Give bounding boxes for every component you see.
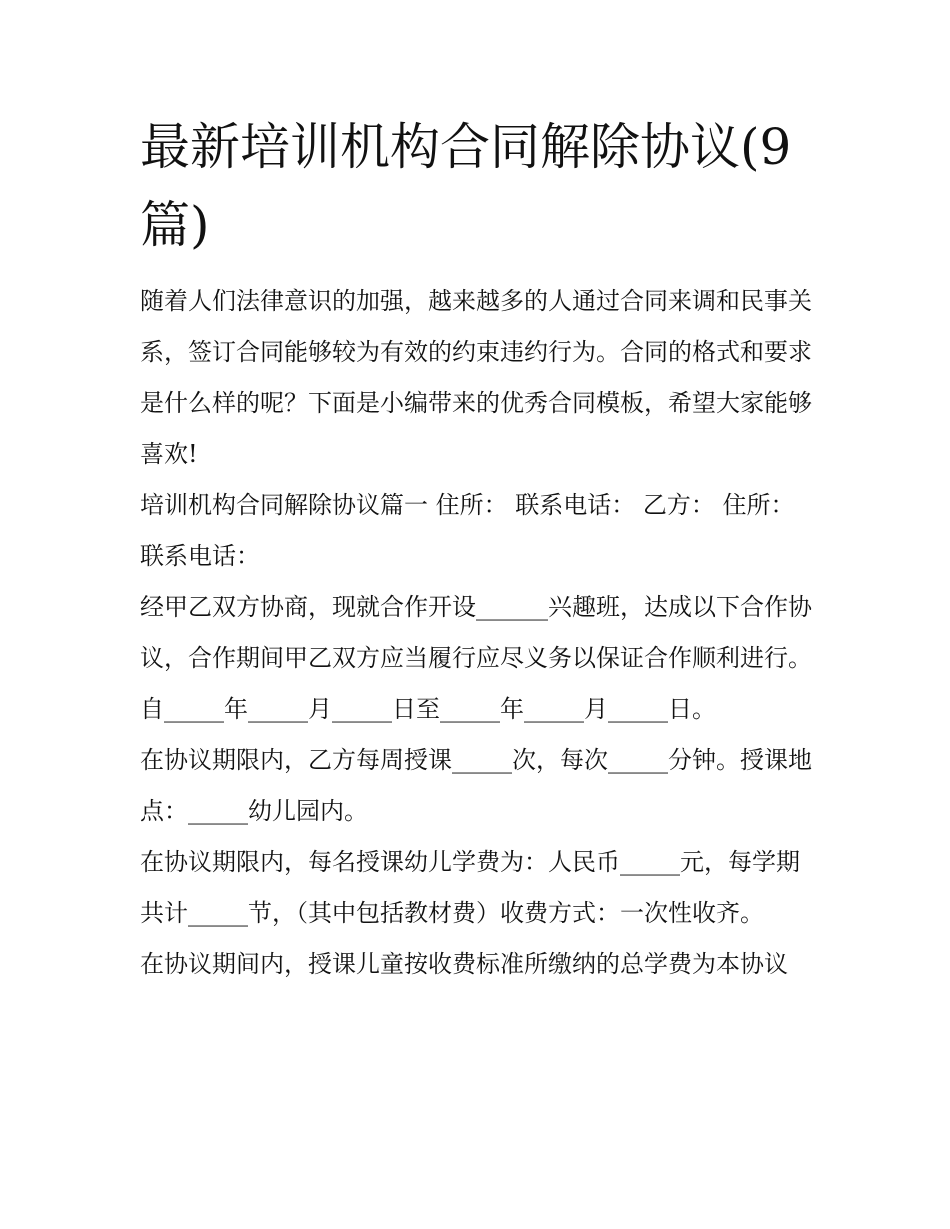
- paragraph-fee: 在协议期限内，每名授课幼儿学费为：人民币_____元，每学期共计_____节，（其中包括教材费）收费方式：一次性收齐。: [140, 848, 800, 927]
- paragraph-schedule: 在协议期限内，乙方每周授课_____次，每次_____分钟。授课地点：_____幼儿园内。: [140, 746, 812, 825]
- document-title: 最新培训机构合同解除协议(9篇): [140, 118, 792, 254]
- paragraph-intro: 随着人们法律意识的加强，越来越多的人通过合同来调和民事关系，签订合同能够较为有效的约束违约行为。合同的格式和要求是什么样的呢？下面是小编带来的优秀合同模板，希望大家能够喜欢!: [140, 287, 812, 468]
- document-body: [140, 276, 820, 990]
- paragraph-cooperation: 经甲乙双方协商，现就合作开设______兴趣班，达成以下合作协议，合作期间甲乙双方应当履行应尽义务以保证合作顺利进行。: [140, 593, 812, 672]
- paragraph-total-fee: 在协议期间内，授课儿童按收费标准所缴纳的总学费为本协议: [140, 950, 788, 978]
- paragraph-party-info: 培训机构合同解除协议篇一 住所： 联系电话： 乙方： 住所： 联系电话：: [140, 491, 795, 570]
- paragraph-period: 自_____年_____月_____日至_____年_____月_____日。: [140, 695, 716, 723]
